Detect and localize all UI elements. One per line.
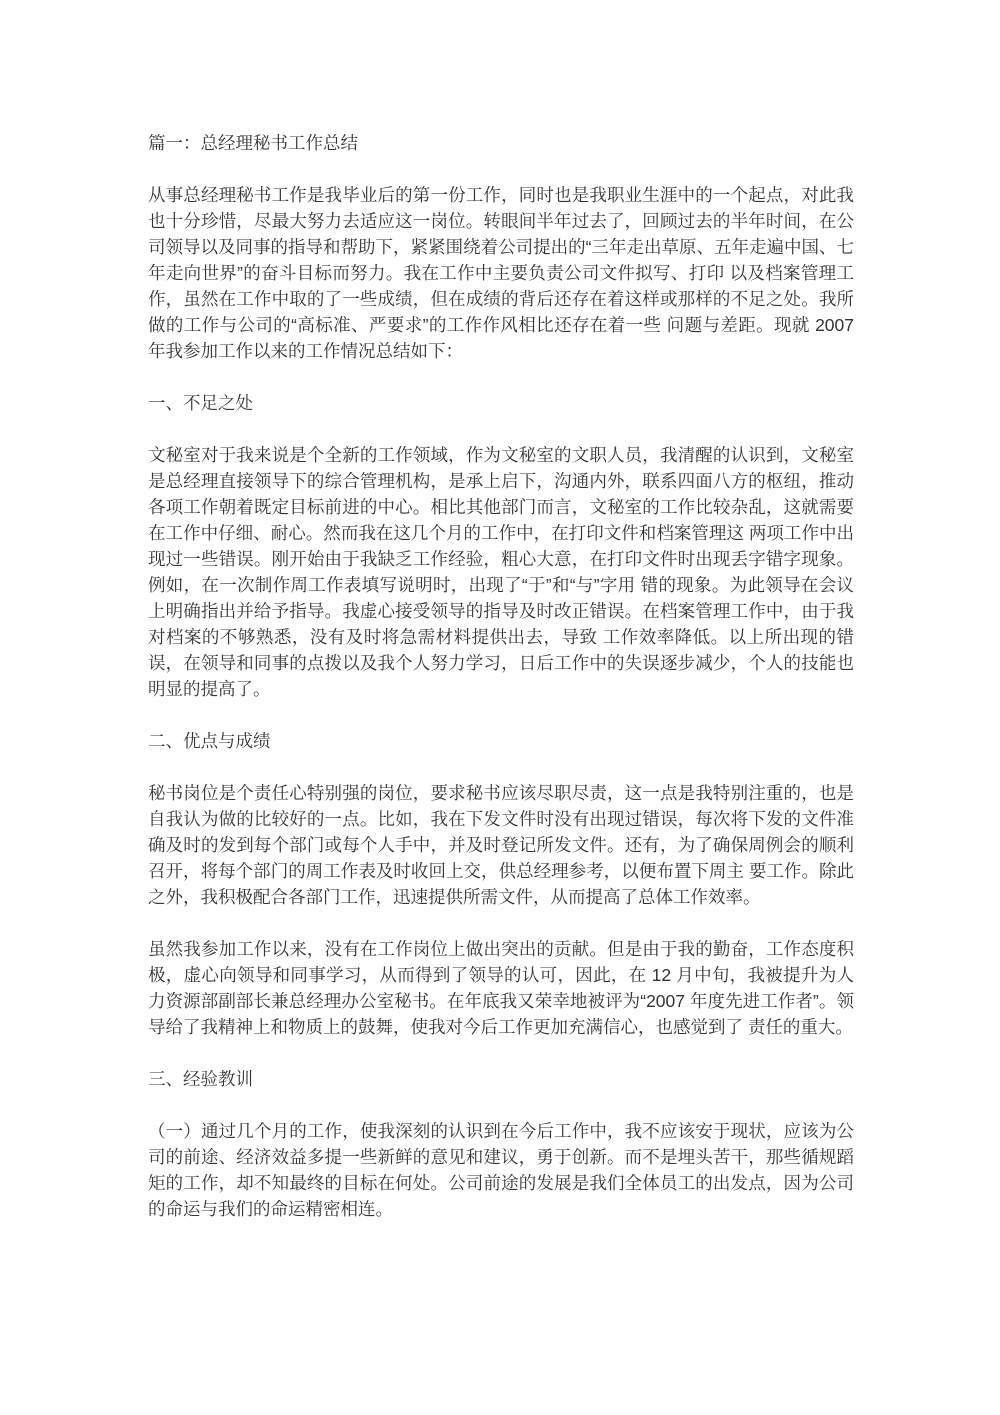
- paragraph-strengths: 秘书岗位是个责任心特别强的岗位，要求秘书应该尽职尽责，这一点是我特别注重的，也是自我认为做的比较好的一点。比如，我在下发文件时没有出现过错误，每次将下发的文件准确及时的发到每个部门或每个人手中，并及时登记所发文件。还有，为了确保周例会的顺利召开，将每个部门的周工作表及时收回上交，供总经理参考，以便布置下周主 要工作。除此之外，我积极配合各部门工作，迅速提供所需文件，从而提高了总体工作效率。: [148, 783, 854, 907]
- paragraph-lessons: （一）通过几个月的工作，使我深刻的认识到在今后工作中，我不应该安于现状，应该为公司的前途、经济效益多提一些新鲜的意见和建议，勇于创新。而不是埋头苦干，那些循规蹈矩的工作，却不知最终的目标在何处。公司前途的发展是我们全体员工的出发点，因为公司的命运与我们的命运精密相连。: [148, 1121, 854, 1219]
- document-title: 篇一：总经理秘书工作总结: [148, 133, 358, 153]
- document-content: [148, 130, 859, 1248]
- paragraph-promotion: 虽然我参加工作以来，没有在工作岗位上做出突出的贡献。但是由于我的勤奋，工作态度积极，虚心向领导和同事学习，从而得到了领导的认可，因此，在 12 月中旬，我被提升为人力资源部副部长兼总经理办公室秘书。在年底我又荣幸地被评为“2007 年度先进工作者”。领导给了我精神上和物质上的鼓舞，使我对今后工作更加充满信心，也感觉到了 责任的重大。: [148, 939, 854, 1037]
- section-heading-lessons: 三、经验教训: [148, 1069, 253, 1089]
- intro-paragraph: 从事总经理秘书工作是我毕业后的第一份工作，同时也是我职业生涯中的一个起点，对此我也十分珍惜，尽最大努力去适应这一岗位。转眼间半年过去了，回顾过去的半年时间，在公司领导以及同事的指导和帮助下，紧紧围绕着公司提出的“三年走出草原、五年走遍中国、七年走向世界”的奋斗目标而努力。我在工作中主要负责公司文件拟写、打印 以及档案管理工作，虽然在工作中取的了一些成绩，但在成绩的背后还存在着这样或那样的不足之处。我所做的工作与公司的“高标准、严要求”的工作作风相比还存在着一些 问题与差距。现就 2007 年我参加工作以来的工作情况总结如下：: [148, 185, 859, 361]
- section-heading-strengths: 二、优点与成绩: [148, 731, 271, 751]
- paragraph-shortcomings: 文秘室对于我来说是个全新的工作领域，作为文秘室的文职人员，我清醒的认识到，文秘室是总经理直接领导下的综合管理机构，是承上启下，沟通内外，联系四面八方的枢纽，推动各项工作朝着既定目标前进的中心。相比其他部门而言，文秘室的工作比较杂乱，这就需要在工作中仔细、耐心。然而我在这几个月的工作中，在打印文件和档案管理这 两项工作中出现过一些错误。刚开始由于我缺乏工作经验，粗心大意，在打印文件时出现丢字错字现象。例如，在一次制作周工作表填写说明时，出现了“于”和“与”字用 错的现象。为此领导在会议上明确指出并给予指导。我虚心接受领导的指导及时改正错误。在档案管理工作中，由于我对档案的不够熟悉，没有及时将急需材料提供出去，导致 工作效率降低。以上所出现的错误，在领导和同事的点拨以及我个人努力学习，日后工作中的失误逐步减少，个人的技能也明显的提高了。: [148, 445, 854, 699]
- section-heading-shortcomings: 一、不足之处: [148, 393, 253, 413]
